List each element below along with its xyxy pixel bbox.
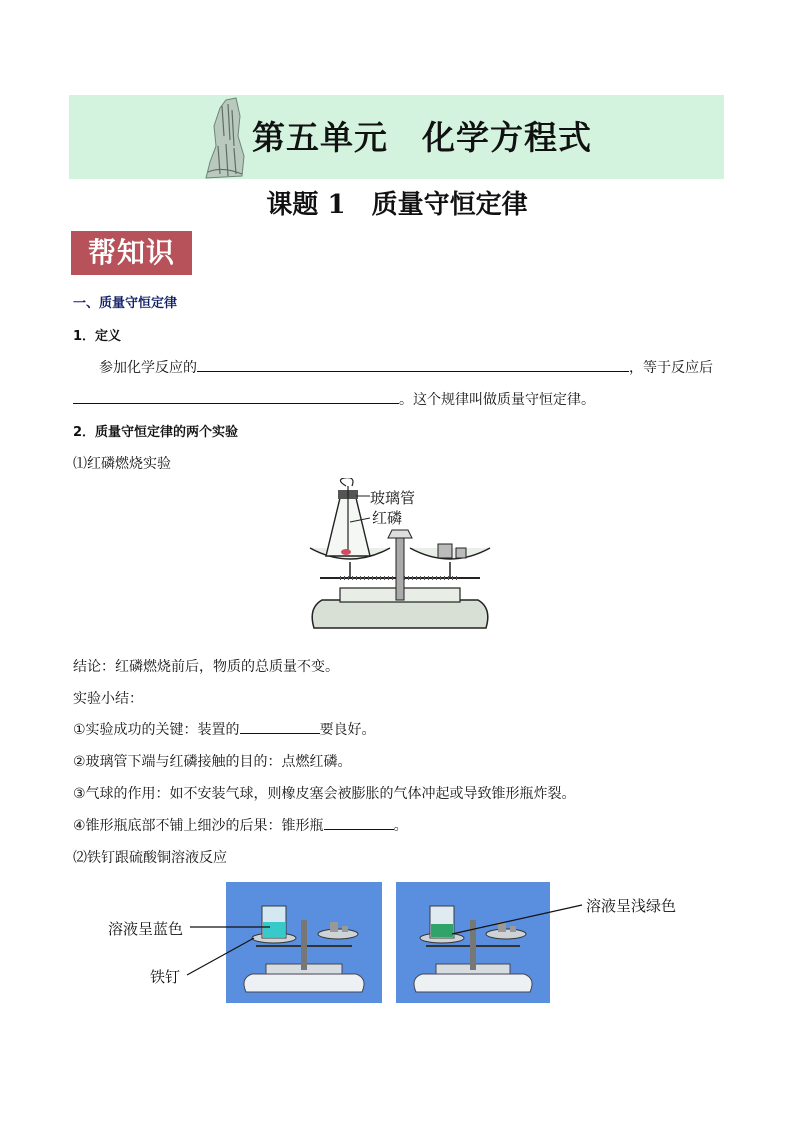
summary-heading: 实验小结： [73,691,143,707]
photo-label-blue: 溶液呈蓝色 [108,920,184,938]
experiment-1-title: ⑴红磷燃烧实验 [73,456,171,472]
figure-label: 玻璃管 [370,489,416,507]
lesson-title: 课题 1 质量守恒定律 [266,190,528,220]
definition-line-2: 。这个规律叫做质量守恒定律。 [73,389,595,409]
unit-title: 第五单元 化学方程式 [252,118,592,157]
summary-item-4: ④锥形瓶底部不铺上细沙的后果：锥形瓶 。 [73,815,408,835]
summary-item-2: ②玻璃管下端与红磷接触的目的：点燃红磷。 [73,754,352,770]
figure-label: 红磷 [372,509,403,527]
summary-item-3: ③气球的作用：如不安装气球，则橡皮塞会被膨胀的气体冲起或导致锥形瓶炸裂。 [73,786,576,802]
summary-item-1: ①实验成功的关键：装置的 要良好。 [73,719,376,739]
section-tag: 帮知识 [71,231,192,275]
photo-label-nail: 铁钉 [150,968,181,986]
definition-heading: 1．定义 [73,329,122,344]
definition-line-1: 参加化学反应的 ，等于反应后 [99,357,713,377]
section-heading: 一、质量守恒定律 [73,296,178,311]
experiments-heading: 2．质量守恒定律的两个实验 [73,425,239,440]
conclusion: 结论：红磷燃烧前后，物质的总质量不变。 [73,659,339,675]
experiment-2-title: ⑵铁钉跟硫酸铜溶液反应 [73,850,227,866]
photo-label-green: 溶液呈浅绿色 [586,897,677,915]
